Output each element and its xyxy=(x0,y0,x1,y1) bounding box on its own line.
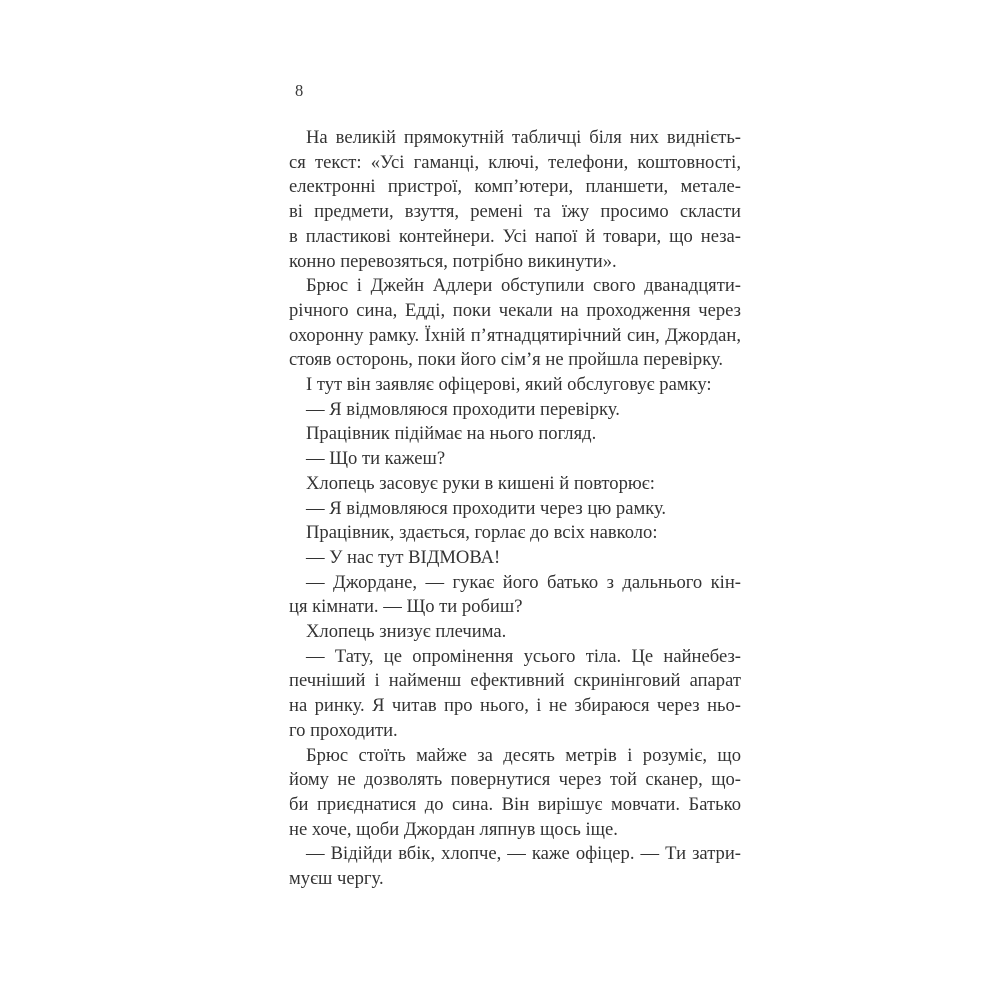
text-line: — Джордане, — гукає його батько з дальнього кін- xyxy=(306,571,741,593)
text-line: ця кімнати. — Що ти робиш? xyxy=(289,596,523,618)
paragraph-dialogue xyxy=(289,398,741,423)
text-line: — Тату, це опромінення усього тіла. Це найнебез- xyxy=(306,645,741,667)
text-line: І тут він заявляє офіцерові, який обслуговує рамку: xyxy=(306,374,712,396)
text-line: Працівник, здається, горлає до всіх навколо: xyxy=(306,522,658,544)
text-line: Хлопець знизує плечима. xyxy=(306,621,507,643)
paragraph-narration xyxy=(289,744,741,843)
text-line: Хлопець засовує руки в кишені й повторює: xyxy=(306,472,655,494)
text-line: на ринку. Я читав про нього, і не збираюся через ньо- xyxy=(289,695,741,717)
text-line: охоронну рамку. Їхній п’ятнадцятирічний син, Джордан, xyxy=(289,324,741,346)
text-line: ся текст: «Усі гаманці, ключі, телефони, коштовності, xyxy=(289,151,741,173)
paragraph-dialogue xyxy=(289,447,741,472)
paragraph-sign-text xyxy=(289,126,741,274)
paragraph-dialogue xyxy=(289,497,741,522)
text-line: На великій прямокутній табличці біля них виднієть- xyxy=(306,127,741,148)
paragraph-narration xyxy=(289,521,741,546)
page-text xyxy=(289,126,741,892)
text-line: печніший і найменш ефективний скринінговий апарат xyxy=(289,670,741,692)
text-line: Працівник підіймає на нього погляд. xyxy=(306,423,597,445)
paragraph-narration xyxy=(289,472,741,497)
text-line: го проходити. xyxy=(289,719,398,741)
text-line: електронні пристрої, комп’ютери, планшети, метале- xyxy=(289,176,741,198)
text-line: — Я відмовляюся проходити через цю рамку. xyxy=(306,497,667,519)
paragraph-narration xyxy=(289,620,741,645)
text-line: стояв осторонь, поки його сім’я не пройшла перевірку. xyxy=(289,349,724,371)
paragraph-family xyxy=(289,274,741,373)
text-line: в пластикові контейнери. Усі напої й товари, що неза- xyxy=(289,225,741,247)
paragraph-dialogue xyxy=(289,571,741,620)
text-line: ві предмети, взуття, ремені та їжу просимо скласти xyxy=(289,201,741,223)
paragraph-narration xyxy=(289,422,741,447)
page-number: 8 xyxy=(295,81,304,100)
paragraph-dialogue xyxy=(289,546,741,571)
text-line: — Я відмовляюся проходити перевірку. xyxy=(306,398,620,420)
paragraph-narration xyxy=(289,373,741,398)
text-line: муєш чергу. xyxy=(289,868,384,890)
text-line: Брюс і Джейн Адлери обступили свого дванадцяти- xyxy=(306,275,741,297)
text-line: не хоче, щоби Джордан ляпнув щось іще. xyxy=(289,818,618,840)
text-line: — Відійди вбік, хлопче, — каже офіцер. — Ти затри- xyxy=(306,843,741,865)
text-line: Брюс стоїть майже за десять метрів і розуміє, що xyxy=(306,744,741,766)
text-line: — Що ти кажеш? xyxy=(306,448,446,470)
text-line: йому не дозволять повернутися через той сканер, що- xyxy=(289,769,741,791)
paragraph-dialogue xyxy=(289,842,741,891)
text-line: конно перевозяться, потрібно викинути». xyxy=(289,250,617,272)
paragraph-dialogue xyxy=(289,645,741,744)
text-line: річного сина, Едді, поки чекали на проходження через xyxy=(289,299,741,321)
text-line: — У нас тут ВІДМОВА! xyxy=(306,546,501,568)
text-line: би приєднатися до сина. Він вирішує мовчати. Батько xyxy=(289,793,741,815)
